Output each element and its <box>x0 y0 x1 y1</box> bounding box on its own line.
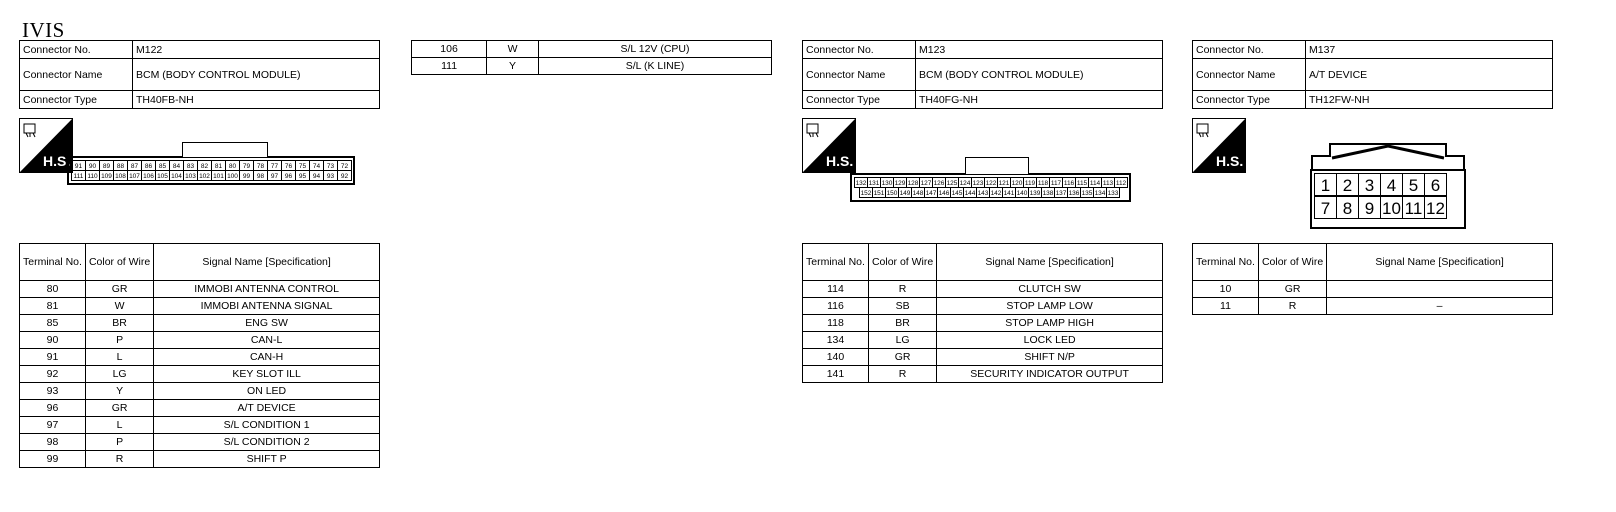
connector-pin: 98 <box>253 170 268 181</box>
connector-pin: 121 <box>997 177 1011 188</box>
signal-table-m123 <box>802 243 1163 383</box>
connector-pin: 126 <box>932 177 946 188</box>
connector-pin: 7 <box>1314 196 1337 219</box>
connector-pin: 6 <box>1424 173 1447 196</box>
terminal-cell: 10 <box>1193 281 1259 298</box>
signal-cell: – <box>1327 298 1553 315</box>
connector-pin: 139 <box>1028 187 1042 198</box>
signal-cell: SECURITY INDICATOR OUTPUT <box>937 366 1163 383</box>
connector-pin: 4 <box>1380 173 1403 196</box>
signal-cell: S/L CONDITION 1 <box>154 417 380 434</box>
connector-pin: 99 <box>239 170 254 181</box>
page-title: IVIS <box>22 18 65 42</box>
table-row <box>803 332 1163 349</box>
table-row <box>20 332 380 349</box>
table-row <box>803 366 1163 383</box>
color-cell: R <box>85 451 153 468</box>
color-cell: P <box>85 332 153 349</box>
connector-pin: 1 <box>1314 173 1337 196</box>
label-connector-no: Connector No. <box>1193 41 1306 59</box>
table-row <box>20 349 380 366</box>
connector-pin: 141 <box>1002 187 1016 198</box>
table-row <box>412 58 772 75</box>
connector-pin: 117 <box>1049 177 1063 188</box>
terminal-cell: 118 <box>803 315 869 332</box>
connector-pin: 152 <box>859 187 873 198</box>
terminal-cell: 141 <box>803 366 869 383</box>
terminal-cell: 11 <box>1193 298 1259 315</box>
connector-pin: 3 <box>1358 173 1381 196</box>
connector-pin: 136 <box>1067 187 1081 198</box>
connector-pin: 77 <box>267 160 282 171</box>
table-row <box>20 434 380 451</box>
connector-pin: 93 <box>323 170 338 181</box>
label-connector-name: Connector Name <box>1193 59 1306 91</box>
connector-pin: 12 <box>1424 196 1447 219</box>
header-color-of-wire: Color of Wire <box>868 244 936 281</box>
connector-pin: 106 <box>141 170 156 181</box>
signal-cell: IMMOBI ANTENNA CONTROL <box>154 281 380 298</box>
terminal-cell: 91 <box>20 349 86 366</box>
terminal-cell: 93 <box>20 383 86 400</box>
label-connector-type: Connector Type <box>1193 91 1306 109</box>
signal-table-m137 <box>1192 243 1553 315</box>
terminal-cell: 98 <box>20 434 86 451</box>
connector-pin: 5 <box>1402 173 1425 196</box>
hs-label: H.S. <box>1216 153 1244 169</box>
connector-pin: 84 <box>169 160 184 171</box>
label-connector-no: Connector No. <box>803 41 916 59</box>
connector-pin: 94 <box>309 170 324 181</box>
table-row <box>1193 298 1553 315</box>
header-signal-name: Signal Name [Specification] <box>937 244 1163 281</box>
signal-cell: STOP LAMP LOW <box>937 298 1163 315</box>
color-cell: R <box>868 366 936 383</box>
connector-info-m123 <box>802 40 1163 109</box>
connector-type: TH12FW-NH <box>1306 91 1553 109</box>
connector-pin: 129 <box>893 177 907 188</box>
table-row <box>1193 281 1553 298</box>
connector-name: A/T DEVICE <box>1306 59 1553 91</box>
connector-pin: 127 <box>919 177 933 188</box>
connector-pin: 116 <box>1062 177 1076 188</box>
connector-pin: 140 <box>1015 187 1029 198</box>
connector-pin: 97 <box>267 170 282 181</box>
connector-pin: 113 <box>1101 177 1115 188</box>
connector-no: M137 <box>1306 41 1553 59</box>
color-cell: LG <box>85 366 153 383</box>
connector-pin: 124 <box>958 177 972 188</box>
connector-pin: 150 <box>885 187 899 198</box>
connector-pin: 115 <box>1075 177 1089 188</box>
table-row <box>20 315 380 332</box>
connector-pin: 137 <box>1054 187 1068 198</box>
connector-pin: 114 <box>1088 177 1102 188</box>
label-connector-name: Connector Name <box>803 59 916 91</box>
connector-pin: 102 <box>197 170 212 181</box>
connector-pin: 151 <box>872 187 886 198</box>
connector-pin: 132 <box>854 177 868 188</box>
connector-pin: 80 <box>225 160 240 171</box>
connector-pin: 122 <box>984 177 998 188</box>
color-cell: BR <box>85 315 153 332</box>
connector-info-m122 <box>19 40 380 109</box>
connector-pin: 74 <box>309 160 324 171</box>
connector-pin: 95 <box>295 170 310 181</box>
signal-table-m122 <box>19 243 380 468</box>
connector-diagram-m123 <box>850 173 1131 202</box>
color-cell: P <box>85 434 153 451</box>
connector-pin: 87 <box>127 160 142 171</box>
signal-cell: LOCK LED <box>937 332 1163 349</box>
header-color-of-wire: Color of Wire <box>1258 244 1326 281</box>
hs-symbol-icon <box>802 118 856 173</box>
label-connector-type: Connector Type <box>20 91 133 109</box>
connector-pin: 81 <box>211 160 226 171</box>
connector-pin: 89 <box>99 160 114 171</box>
connector-pin: 100 <box>225 170 240 181</box>
connector-pin: 147 <box>924 187 938 198</box>
connector-pin: 144 <box>963 187 977 198</box>
terminal-cell: 92 <box>20 366 86 383</box>
connector-pin: 107 <box>127 170 142 181</box>
connector-pin: 73 <box>323 160 338 171</box>
connector-info-m137 <box>1192 40 1553 109</box>
table-row <box>20 400 380 417</box>
connector-pin: 118 <box>1036 177 1050 188</box>
terminal-cell: 80 <box>20 281 86 298</box>
connector-pin: 125 <box>945 177 959 188</box>
signal-cell: S/L (K LINE) <box>538 58 771 75</box>
terminal-cell: 99 <box>20 451 86 468</box>
hs-symbol-icon <box>19 118 73 173</box>
connector-pin: 75 <box>295 160 310 171</box>
connector-pin: 11 <box>1402 196 1425 219</box>
connector-pin: 143 <box>976 187 990 198</box>
header-terminal-no: Terminal No. <box>1193 244 1259 281</box>
connector-pin: 131 <box>867 177 881 188</box>
connector-pin: 10 <box>1380 196 1403 219</box>
connector-pin: 2 <box>1336 173 1359 196</box>
signal-cell: CLUTCH SW <box>937 281 1163 298</box>
connector-pin: 138 <box>1041 187 1055 198</box>
connector-name: BCM (BODY CONTROL MODULE) <box>916 59 1163 91</box>
terminal-cell: 111 <box>412 58 487 75</box>
header-color-of-wire: Color of Wire <box>85 244 153 281</box>
connector-pin: 120 <box>1010 177 1024 188</box>
signal-cell: IMMOBI ANTENNA SIGNAL <box>154 298 380 315</box>
connector-type: TH40FB-NH <box>133 91 380 109</box>
label-connector-no: Connector No. <box>20 41 133 59</box>
color-cell: SB <box>868 298 936 315</box>
terminal-cell: 96 <box>20 400 86 417</box>
connector-pin: 104 <box>169 170 184 181</box>
color-cell: R <box>1258 298 1326 315</box>
hs-symbol-icon <box>1192 118 1246 173</box>
connector-pin: 76 <box>281 160 296 171</box>
header-terminal-no: Terminal No. <box>803 244 869 281</box>
terminal-cell: 90 <box>20 332 86 349</box>
signal-cell: S/L 12V (CPU) <box>538 41 771 58</box>
table-row <box>803 315 1163 332</box>
connector-pin: 142 <box>989 187 1003 198</box>
connector-pin: 92 <box>337 170 352 181</box>
terminal-cell: 116 <box>803 298 869 315</box>
label-connector-name: Connector Name <box>20 59 133 91</box>
color-cell: Y <box>85 383 153 400</box>
table-row <box>20 366 380 383</box>
connector-pin: 78 <box>253 160 268 171</box>
connector-pin: 119 <box>1023 177 1037 188</box>
connector-pin: 91 <box>71 160 86 171</box>
connector-pin: 9 <box>1358 196 1381 219</box>
terminal-cell: 97 <box>20 417 86 434</box>
connector-diagram-m122 <box>67 156 355 185</box>
connector-pin: 109 <box>99 170 114 181</box>
terminal-cell: 81 <box>20 298 86 315</box>
connector-type: TH40FG-NH <box>916 91 1163 109</box>
color-cell: LG <box>868 332 936 349</box>
signal-cell: S/L CONDITION 2 <box>154 434 380 451</box>
table-row <box>20 451 380 468</box>
table-row <box>20 417 380 434</box>
terminal-cell: 114 <box>803 281 869 298</box>
terminal-cell: 134 <box>803 332 869 349</box>
table-row <box>803 298 1163 315</box>
color-cell: BR <box>868 315 936 332</box>
connector-pin: 86 <box>141 160 156 171</box>
header-signal-name: Signal Name [Specification] <box>154 244 380 281</box>
connector-pin: 82 <box>197 160 212 171</box>
connector-pin: 149 <box>898 187 912 198</box>
connector-pin: 85 <box>155 160 170 171</box>
color-cell: L <box>85 349 153 366</box>
connector-pin: 103 <box>183 170 198 181</box>
color-cell: GR <box>1258 281 1326 298</box>
color-cell: W <box>487 41 539 58</box>
connector-pin: 133 <box>1106 187 1120 198</box>
hs-label: H.S. <box>43 153 71 169</box>
connector-pin: 128 <box>906 177 920 188</box>
signal-cell: SHIFT N/P <box>937 349 1163 366</box>
color-cell: GR <box>868 349 936 366</box>
signal-cell <box>1327 281 1553 298</box>
table-row <box>803 349 1163 366</box>
label-connector-type: Connector Type <box>803 91 916 109</box>
color-cell: GR <box>85 400 153 417</box>
connector-pin: 96 <box>281 170 296 181</box>
signal-cell: ENG SW <box>154 315 380 332</box>
table-row <box>412 41 772 58</box>
signal-cell: A/T DEVICE <box>154 400 380 417</box>
terminal-cell: 106 <box>412 41 487 58</box>
connector-pin: 8 <box>1336 196 1359 219</box>
table-row <box>20 383 380 400</box>
terminal-cell: 140 <box>803 349 869 366</box>
signal-cell: CAN-H <box>154 349 380 366</box>
connector-pin: 145 <box>950 187 964 198</box>
signal-cell: SHIFT P <box>154 451 380 468</box>
color-cell: W <box>85 298 153 315</box>
connector-pin: 83 <box>183 160 198 171</box>
signal-cell: KEY SLOT ILL <box>154 366 380 383</box>
connector-pin: 108 <box>113 170 128 181</box>
color-cell: L <box>85 417 153 434</box>
table-row <box>20 281 380 298</box>
connector-pin: 135 <box>1080 187 1094 198</box>
connector-no: M122 <box>133 41 380 59</box>
connector-pin: 134 <box>1093 187 1107 198</box>
connector-pin: 90 <box>85 160 100 171</box>
connector-pin: 148 <box>911 187 925 198</box>
connector-pin: 110 <box>85 170 100 181</box>
connector-pin: 79 <box>239 160 254 171</box>
header-terminal-no: Terminal No. <box>20 244 86 281</box>
connector-pin: 101 <box>211 170 226 181</box>
connector-pin: 88 <box>113 160 128 171</box>
table-row <box>20 298 380 315</box>
connector-pin: 111 <box>71 170 86 181</box>
connector-pin: 112 <box>1114 177 1128 188</box>
color-cell: GR <box>85 281 153 298</box>
signal-cell: ON LED <box>154 383 380 400</box>
connector-pin: 146 <box>937 187 951 198</box>
connector-pin: 123 <box>971 177 985 188</box>
color-cell: Y <box>487 58 539 75</box>
connector-pin: 72 <box>337 160 352 171</box>
hs-label: H.S. <box>826 153 854 169</box>
signal-cell: STOP LAMP HIGH <box>937 315 1163 332</box>
signal-cell: CAN-L <box>154 332 380 349</box>
color-cell: R <box>868 281 936 298</box>
table-row <box>803 281 1163 298</box>
header-signal-name: Signal Name [Specification] <box>1327 244 1553 281</box>
connector-no: M123 <box>916 41 1163 59</box>
signal-table-m122-continued <box>411 40 772 75</box>
connector-pin: 130 <box>880 177 894 188</box>
connector-pin: 105 <box>155 170 170 181</box>
connector-name: BCM (BODY CONTROL MODULE) <box>133 59 380 91</box>
terminal-cell: 85 <box>20 315 86 332</box>
